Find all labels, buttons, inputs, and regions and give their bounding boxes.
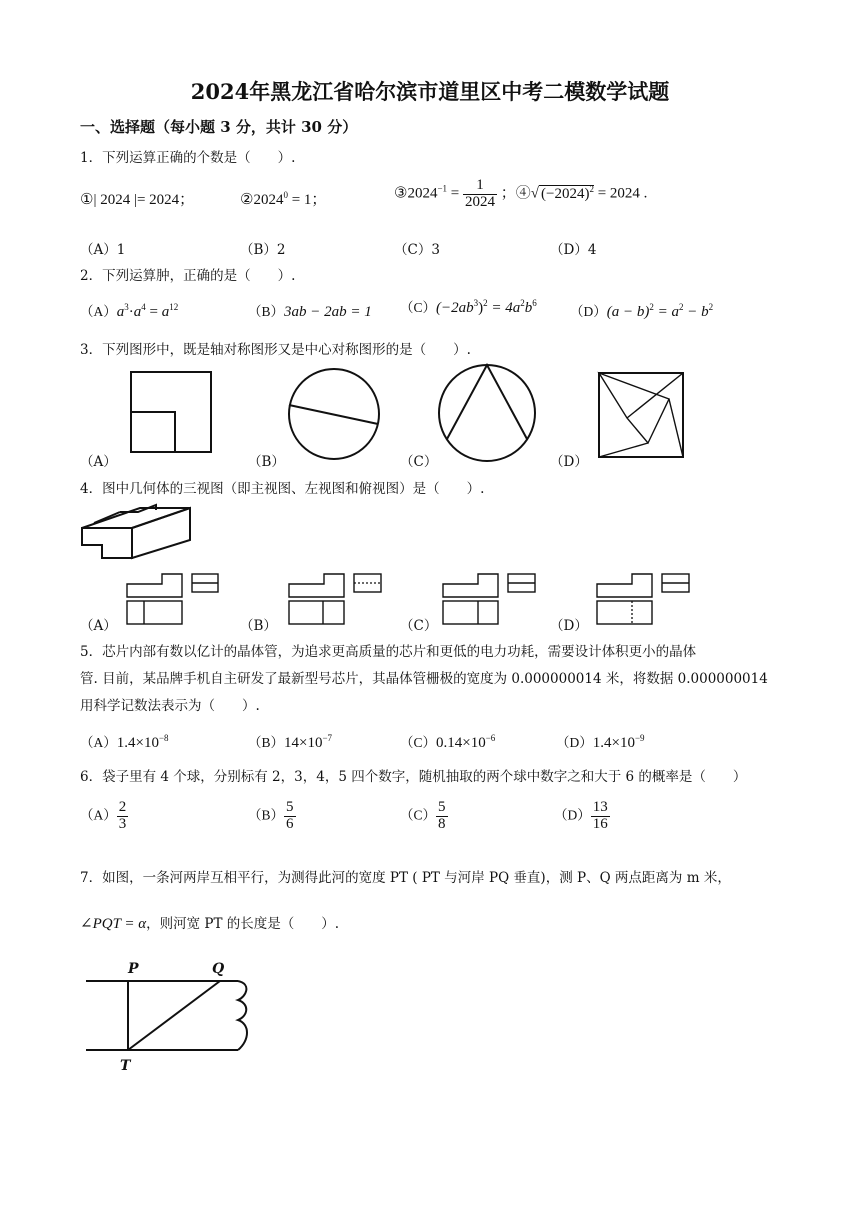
q1-option-d[interactable]: （D）4	[550, 242, 597, 258]
q1-item-1: ①| 2024 |= 2024；	[80, 192, 195, 208]
point-q-label: Q	[212, 961, 225, 977]
q4-option-d[interactable]: （D）	[550, 618, 588, 634]
q6-stem: 6．袋子里有 4 个球，分别标有 2，3，4，5 四个数字，随机抽取的两个球中数字之和大于 6 的概率是（ ）	[80, 769, 747, 785]
q4-option-b[interactable]: （B）	[240, 618, 277, 634]
q3-stem: 3．下列图形中，既是轴对称图形又是中心对称图形的是（ ）.	[80, 342, 471, 358]
q7-angle-expression: ∠PQT = α	[80, 916, 147, 932]
q7-line-1: 7．如图，一条河两岸互相平行，为测得此河的宽度 PT ( PT 与河岸 PQ 垂直)，测 P、Q 两点距离为 m 米，	[80, 870, 731, 886]
q1-item-2: $②2024^0 = 1$；	[240, 190, 327, 208]
q4-stem: 4．图中几何体的三视图（即主视图、左视图和俯视图）是（ ）.	[80, 481, 485, 497]
q5-option-a[interactable]: $(A)1.4\times 10^{-8}$	[80, 733, 169, 751]
q4-option-c[interactable]: （C）	[400, 618, 438, 634]
q1-option-b[interactable]: （B）2	[240, 242, 286, 258]
q5-option-d[interactable]: $(D)1.4\times 10^{-9}$	[556, 733, 645, 751]
q6-option-d[interactable]: （D） $\frac{13}{16}$	[554, 799, 608, 832]
q2-option-d[interactable]: $(D)(a - b)^2 = a^2 - b^2$	[570, 302, 714, 320]
q2-stem: 2．下列运算肿，正确的是（ ）.	[80, 268, 296, 284]
q3-option-a[interactable]: （A）	[80, 454, 117, 470]
q5-line-2: 管. 目前，某品牌手机自主研发了最新型号芯片，其晶体管栅极的宽度为 0.000000014 米，将数据 0.000000014	[80, 671, 768, 687]
q1-option-a[interactable]: （A）1	[80, 242, 126, 258]
q5-option-c[interactable]: $(C)0.14\times 10^{-6}$	[400, 733, 496, 751]
q2-option-a[interactable]: $(A)a^3\cdot a^4 = a^{12}$	[80, 302, 179, 320]
q3-option-b[interactable]: （B）	[248, 454, 285, 470]
page-title: 2024年黑龙江省哈尔滨市道里区中考二模数学试题	[190, 79, 670, 104]
q5-option-b[interactable]: $(B)14\times 10^{-7}$	[248, 733, 333, 751]
q6-option-c[interactable]: （C） $\frac{5}{8}$	[400, 799, 446, 832]
section-heading: 一、选择题（每小题 3 分，共计 30 分）	[80, 118, 358, 136]
q4-option-a[interactable]: （A）	[80, 618, 117, 634]
point-t-label: T	[120, 1058, 131, 1074]
q3-option-d[interactable]: （D）	[550, 454, 588, 470]
point-p-label: P	[128, 961, 139, 977]
q5-line-1: 5．芯片内部有数以亿计的晶体管，为追求更高质量的芯片和更低的电力功耗，需要设计体积更小的晶体	[80, 644, 697, 660]
q7-line-2: ∠PQT = α，则河宽 PT 的长度是（ ）.	[80, 916, 340, 932]
q1-option-c[interactable]: （C）3	[394, 242, 440, 258]
q3-option-c[interactable]: （C）	[400, 454, 438, 470]
q1-stem: 1．下列运算正确的个数是（ ）.	[80, 150, 296, 166]
q6-option-a[interactable]: （A） $\frac{2}{3}$	[80, 799, 127, 832]
q2-option-c[interactable]: $(C)(-2ab^3)^2 = 4a^2b^6$	[400, 298, 537, 316]
q2-option-b[interactable]: （B）3ab − 2ab = 1	[248, 304, 372, 320]
q1-item-3: $③2024^{-1}$ = $\frac{1}{2024}$ ；④√ $(-2024)^2 = 2024$ .	[394, 177, 648, 210]
q5-line-3: 用科学记数法表示为（ ）.	[80, 698, 260, 714]
q6-option-b[interactable]: （B） $\frac{5}{6}$	[248, 799, 294, 832]
